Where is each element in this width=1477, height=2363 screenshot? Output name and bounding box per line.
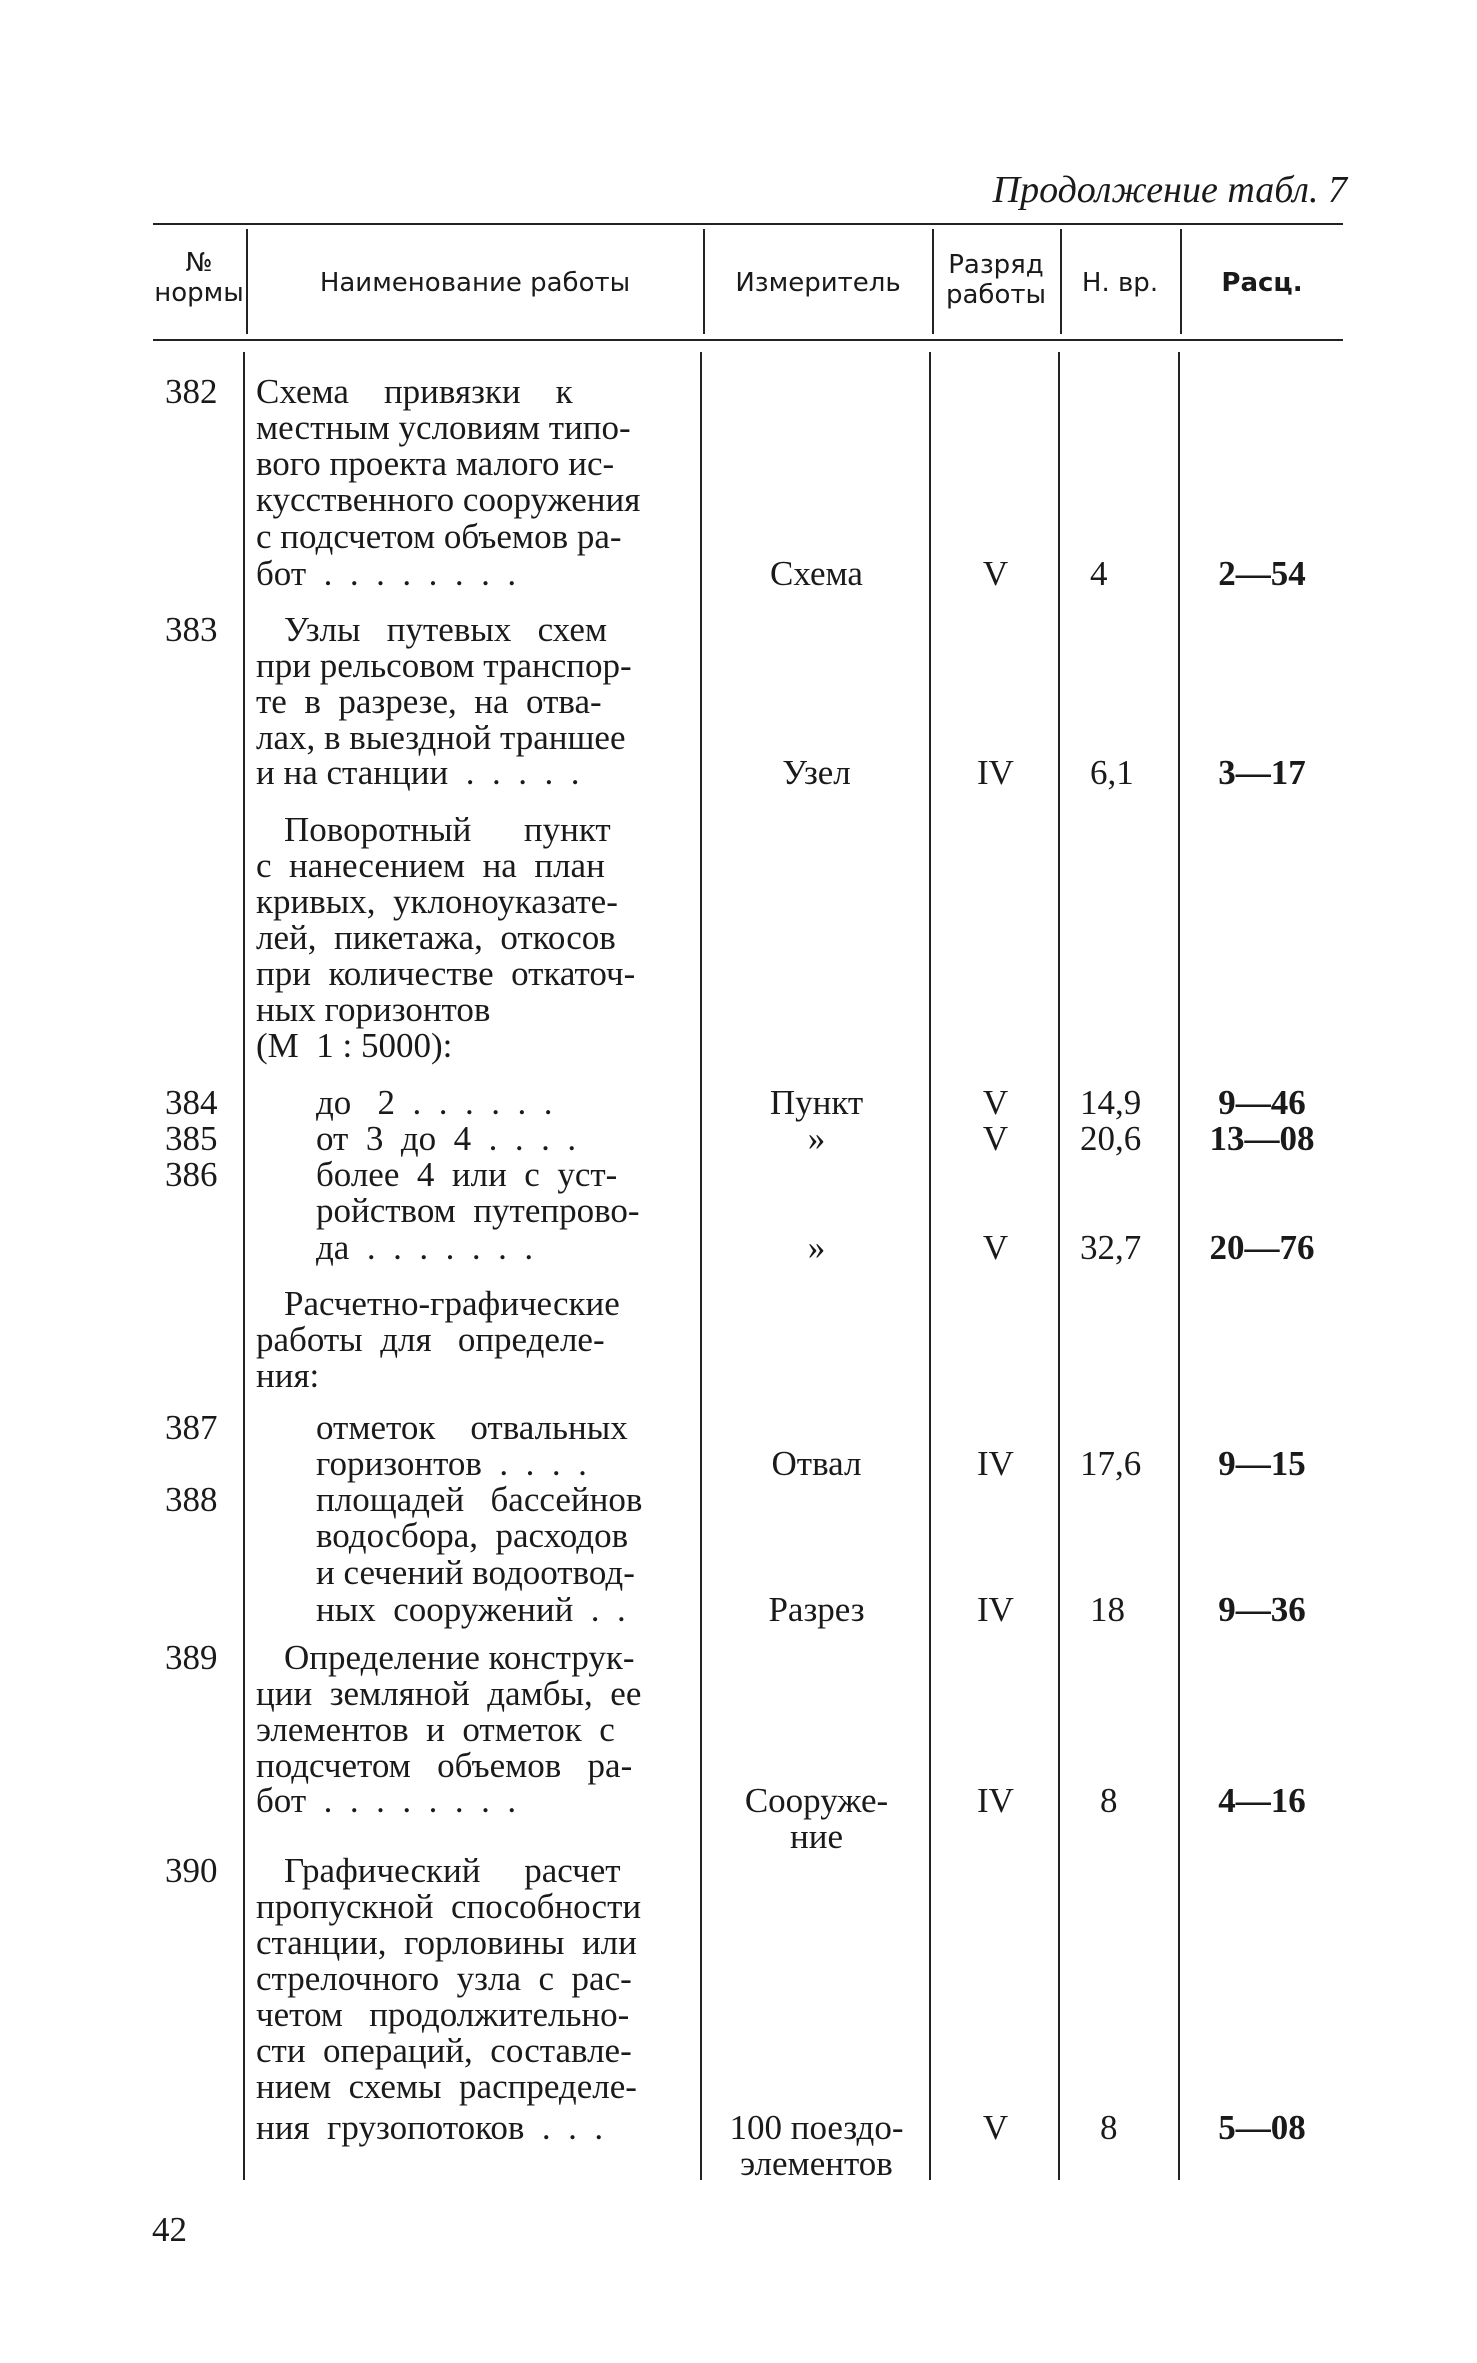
work-description-line: кусственного сооружения [256, 480, 641, 519]
column-divider [1058, 352, 1060, 2180]
norm-number: 382 [165, 372, 218, 411]
unit-cell: » [807, 1228, 826, 1267]
work-description-line: стрелочного узла с рас- [256, 1959, 632, 1998]
grade-cell: IV [977, 1781, 1014, 1820]
time-cell: 14,9 [1080, 1083, 1142, 1122]
work-description-line: четом продолжительно- [256, 1995, 630, 2034]
work-description-line: при рельсовом транспор- [256, 646, 632, 685]
header-grade [934, 250, 1058, 310]
unit-cell: ние [790, 1817, 843, 1856]
unit-cell: Схема [770, 554, 863, 593]
work-description-line: пропускной способности [256, 1887, 642, 1926]
work-description-line: водосбора, расходов [316, 1516, 629, 1555]
grade-cell: V [982, 2108, 1009, 2147]
work-description-line: подсчетом объемов ра- [256, 1746, 633, 1785]
work-description-line: местным условиям типо- [256, 408, 631, 447]
rate-cell: 4—16 [1218, 1781, 1306, 1820]
unit-cell: Отвал [771, 1444, 862, 1483]
rate-cell: 3—17 [1218, 753, 1306, 792]
grade-cell: IV [977, 1590, 1014, 1629]
norm-number: 383 [165, 610, 218, 649]
table-top-rule [153, 223, 1343, 225]
rate-cell: 9—36 [1218, 1590, 1306, 1629]
time-cell: 18 [1090, 1590, 1125, 1629]
unit-cell: » [807, 1119, 826, 1158]
header-divider [246, 229, 248, 334]
unit-cell: Разрез [768, 1590, 865, 1629]
work-description-line: Графический расчет [284, 1851, 621, 1890]
header-work-name: Наименование работы [319, 268, 631, 298]
work-description-line: ния: [256, 1356, 320, 1395]
work-description-line: Определение конструк- [284, 1638, 635, 1677]
time-cell: 32,7 [1080, 1228, 1142, 1267]
rate-cell: 2—54 [1218, 554, 1306, 593]
work-description-line: лей, пикетажа, откосов [256, 918, 616, 957]
work-description-line: отметок отвальных [316, 1408, 628, 1447]
header-rate: Расц. [1221, 268, 1303, 298]
work-description-line: Узлы путевых схем [284, 610, 607, 649]
norm-number: 388 [165, 1480, 218, 1519]
norm-number: 385 [165, 1119, 218, 1158]
work-description-line: ных сооружений . . [316, 1590, 626, 1629]
time-cell: 8 [1100, 1781, 1118, 1820]
norm-number: 386 [165, 1155, 218, 1194]
norm-number: 387 [165, 1408, 218, 1447]
work-description-line: ройством путепрово- [316, 1191, 640, 1230]
norm-number: 389 [165, 1638, 218, 1677]
table-header-rule [153, 339, 1343, 341]
work-description-line: станции, горловины или [256, 1923, 637, 1962]
time-cell: 4 [1090, 554, 1108, 593]
norm-number: 390 [165, 1851, 218, 1890]
work-description-line: (М 1 : 5000): [256, 1026, 453, 1065]
work-description-line: бот . . . . . . . . [256, 1781, 517, 1820]
work-description-line: площадей бассейнов [316, 1480, 643, 1519]
header-grade-line1: Разряд [948, 250, 1044, 280]
grade-cell: IV [977, 753, 1014, 792]
unit-cell: элементов [740, 2144, 893, 2183]
column-divider [700, 352, 702, 2180]
work-description-line: вого проекта малого ис- [256, 444, 615, 483]
work-description-line: работы для определе- [256, 1320, 605, 1359]
work-description-line: ния грузопотоков . . . [256, 2108, 604, 2147]
grade-cell: V [982, 1228, 1009, 1267]
unit-cell: Узел [782, 753, 851, 792]
work-description-line: при количестве откаточ- [256, 954, 636, 993]
rate-cell: 9—46 [1218, 1083, 1306, 1122]
work-description-line: от 3 до 4 . . . . [316, 1119, 577, 1158]
rate-cell: 9—15 [1218, 1444, 1306, 1483]
rate-cell: 20—76 [1209, 1228, 1315, 1267]
work-description-line: сти операций, составле- [256, 2031, 632, 2070]
work-description-line: кривых, уклоноуказате- [256, 882, 618, 921]
work-description-line: нием схемы распределе- [256, 2067, 637, 2106]
norm-number: 384 [165, 1083, 218, 1122]
time-cell: 20,6 [1080, 1119, 1142, 1158]
work-description-line: и сечений водоотвод- [316, 1553, 635, 1592]
work-description-line: лах, в выездной траншее [256, 718, 626, 757]
work-description-line: элементов и отметок с [256, 1710, 615, 1749]
time-cell: 8 [1100, 2108, 1118, 2147]
work-description-line: ции земляной дамбы, ее [256, 1674, 642, 1713]
work-description-line: с нанесением на план [256, 846, 605, 885]
work-description-line: Поворотный пункт [284, 810, 611, 849]
work-description-line: и на станции . . . . . [256, 753, 580, 792]
grade-cell: V [982, 1083, 1009, 1122]
header-norm-number-line1: № [185, 248, 213, 278]
work-description-line: те в разрезе, на отва- [256, 682, 602, 721]
work-description-line: бот . . . . . . . . [256, 554, 517, 593]
unit-cell: Сооруже- [744, 1781, 889, 1820]
grade-cell: V [982, 1119, 1009, 1158]
grade-cell: IV [977, 1444, 1014, 1483]
work-description-line: Расчетно-графические [284, 1284, 620, 1323]
column-divider [243, 352, 245, 2180]
grade-cell: V [982, 554, 1009, 593]
rate-cell: 5—08 [1218, 2108, 1306, 2147]
table-continuation-caption: Продолжение табл. 7 [992, 169, 1347, 211]
header-unit: Измеритель [735, 268, 901, 298]
work-description-line: ных горизонтов [256, 990, 491, 1029]
column-divider [1178, 352, 1180, 2180]
header-time: Н. вр. [1081, 268, 1159, 298]
work-description-line: горизонтов . . . . [316, 1444, 587, 1483]
header-norm-number [153, 248, 245, 308]
work-description-line: более 4 или с уст- [316, 1155, 618, 1194]
work-description-line: с подсчетом объемов ра- [256, 517, 622, 556]
unit-cell: Пункт [769, 1083, 864, 1122]
header-divider [703, 229, 705, 334]
time-cell: 17,6 [1080, 1444, 1142, 1483]
rate-cell: 13—08 [1209, 1119, 1315, 1158]
column-divider [929, 352, 931, 2180]
work-description-line: до 2 . . . . . . [316, 1083, 553, 1122]
work-description-line: Схема привязки к [256, 372, 573, 411]
header-grade-line2: работы [945, 280, 1047, 310]
header-norm-number-line2: нормы [154, 278, 244, 308]
work-description-line: да . . . . . . . [316, 1228, 534, 1267]
unit-cell: 100 поездо- [729, 2108, 904, 2147]
page-number: 42 [152, 2210, 187, 2249]
time-cell: 6,1 [1090, 753, 1134, 792]
